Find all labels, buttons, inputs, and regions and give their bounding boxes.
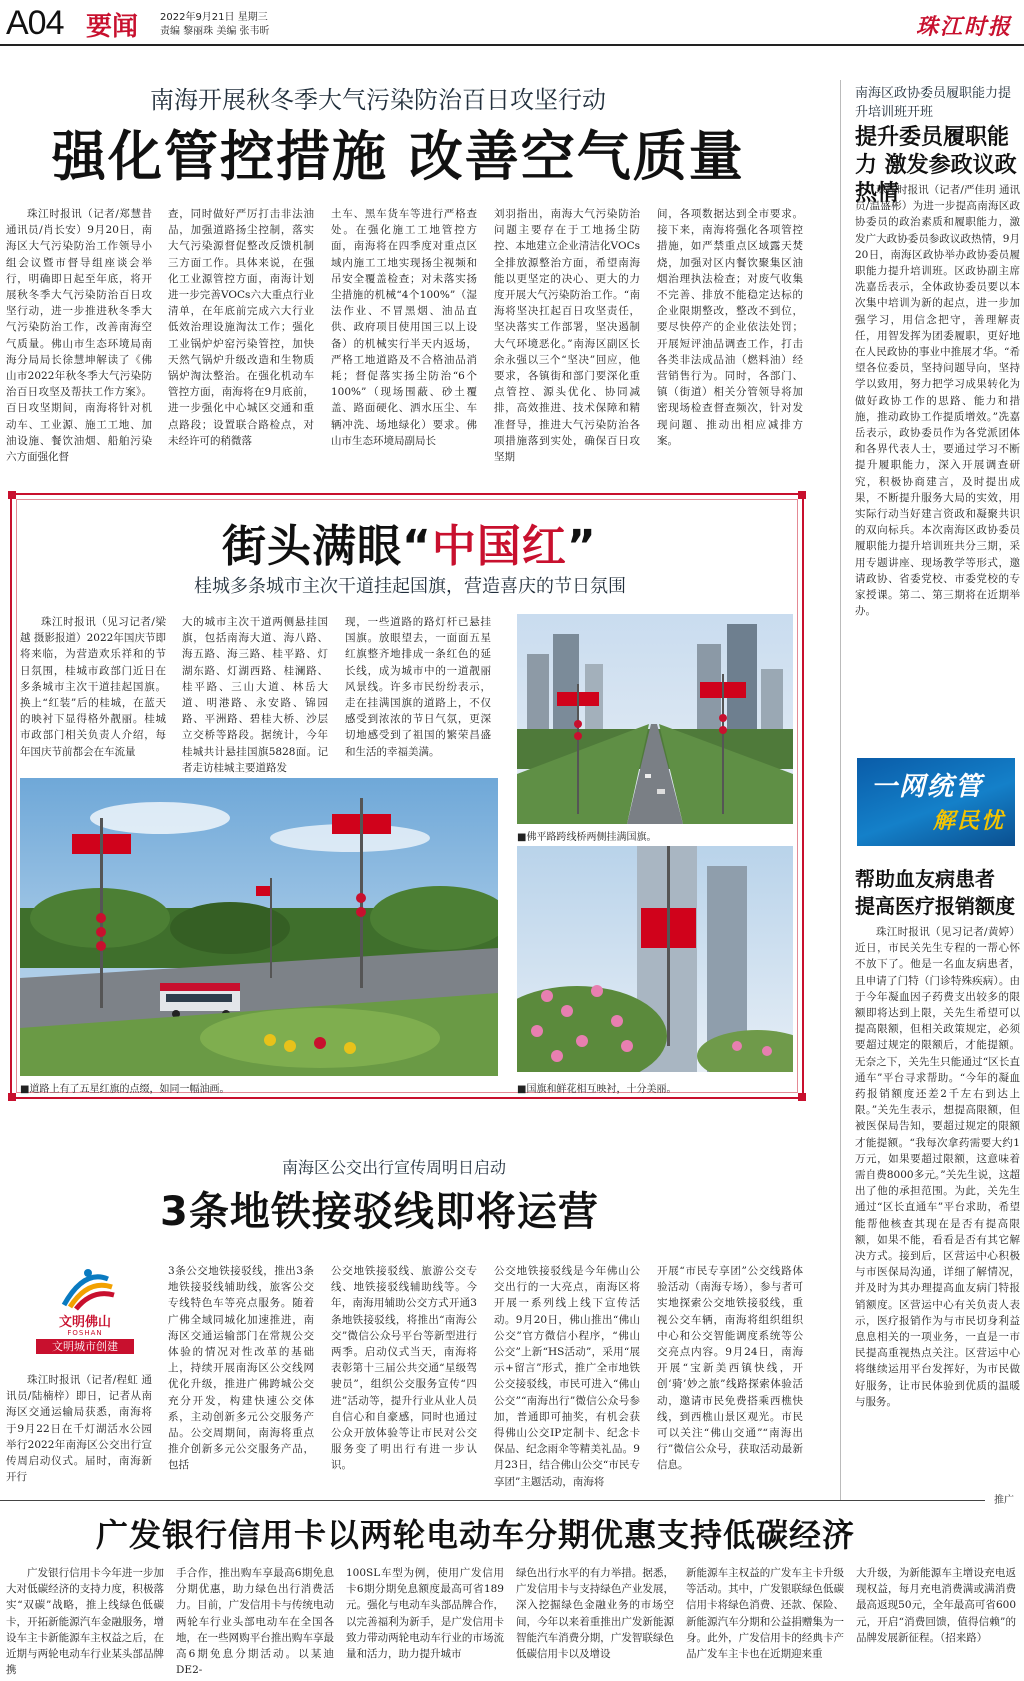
sidebar2-body: 珠江时报讯（见习记者/黄婷）近日，市民关先生专程的一帮心怀不放下了。他是一名血友病患者，且申请了门特（门诊特殊疾病）。由于今年凝血因子药费支出较多的限额即将达到上限，关先生希望可以提高限额，但相关政策规定，必须要超过规定的限额后，才能提额。无奈之下，关先生只能通过“区长直通车”平台寻求帮助。“今年的凝血药报销额度还差2千左右到达上限。”关先生表示，想提高限额，但被医保局告知，要超过规定的限额才能提额。“我每次拿药需要大约1万元，如果要超过限额，这意味着需自费8000多元。”关先生说，这超出了他的承担范围。为此，关先生通过“区长直通车”平台求助，希望能帮他核查其现在是否有提高限额，如果不能，看看是否有其它解决方式。接到后，区营运中心积极与市医保局沟通，详细了解情况，并及时为其办理提高血友病门特报销额度。区营运中心有关负责人表示，医疗报销作为与市民切身利益息息相关的一项业务，一直是一市民提高重视热点关注。区营运中心将继续运用平台发挥好，为市民做好服务，让市民体验到优质的温暖与服务。 — [855, 926, 1020, 1408]
ad-col-4: 绿色出行水平的有力举措。据悉，广发信用卡与支持绿色产业发展，深入挖掘绿色金融业务的市场空间，今年以来着重推出广发新能源智能汽车消费分期，广发智联绿色低碳信用卡以及增设 — [516, 1567, 674, 1661]
newspaper-logo: 珠江时报 — [915, 14, 1012, 40]
logo-band: 文明城市创建 — [36, 1339, 134, 1354]
metro-col-4: 开展“市民专享团”公交线路体验活动（南海专场），参与者可实地探索公交地铁接驳线，重视公交车辆，南海将组织组织中心和公交智能调度系统等公交亮点内容。9月24日，南海开展“宝新美西镇快线，开创‘骑’妙之旅”线路探索体验活动，邀请市民免费搭乘西樵快线，到西樵山景区观光。市民可以关注“佛山交通”“南海出行”微信公众号，获取活动最新信息。 — [657, 1265, 803, 1472]
ad-rule — [0, 1500, 985, 1501]
date-line: 2022年9月21日 星期三 — [160, 12, 268, 23]
metro-col-3: 公交地铁接驳线是今年佛山公交出行的一大亮点，南海区将开展一系列线上线下宣传活动。9月20日，佛山推出“佛山公交”官方微信小程序，“佛山公交”上新“HS活动”，采用“展示+留言”形式，推广全市地铁公交接驳线，市民可进入“佛山公交”“南海出行”微信公众号参加，普通即可抽奖，有机会获得佛山公交IP定制卡、纪念卡保品、纪念雨伞等精美礼品。9月23日，结合佛山公交“市民专享团”主题活动，南海将 — [494, 1265, 640, 1488]
wenming-foshan-logo — [24, 1265, 146, 1355]
lead-col-5: 间，各项数据达到全市要求。接下来，南海将强化各项管控措施，如严禁重点区域露天焚烧，加强对区内餐饮聚集区油烟治理执法检查；对废气收集不完善、排放不能稳定达标的企业限期整改，整改不到位，要尽快停产的企业依法处罚；开展短评油品调查工作，打击各类非法成品油（燃料油）经营销售行为。同时，各部门、镇（街道）相关分管领导将加密现场检查督查频次，针对发现问题、推动出相应减排方案。 — [657, 208, 803, 447]
photo-avenue — [517, 614, 793, 824]
feature-subtitle: 桂城多条城市主次干道挂起国旗，营造喜庆的节日氛围 — [194, 576, 626, 597]
caption-road: ■道路上有了五星红旗的点缀，如同一幅油画。 — [20, 1084, 230, 1095]
lead-col-3: 土车、黑车货车等进行严格查处。在强化施工工地管控方面，南海将在四季度对重点区域内施工工地实现扬尘视频和吊安全覆盖检查；对未落实扬尘措施的机械“4个100%”（湿法作业、不冒黑烟、油品直供、政府项目使用国三以上设备）的机械实行半天内返场，严格工地道路及不合格油品消耗；督促落实扬尘防治“6个100%”（现场围蔽、砂土覆盖、路面硬化、洒水压尘、车辆冲洗、场地绿化）要求。佛山市生态环境局副局长 — [331, 208, 477, 447]
banner-line-1: 一网统管 — [871, 772, 984, 802]
sidebar-divider — [840, 80, 841, 1500]
caption-flowers: ■国旗和鲜花相互映衬，十分美丽。 — [517, 1084, 677, 1095]
frame-corner — [798, 491, 806, 499]
photo-road — [20, 778, 498, 1076]
frame-corner — [8, 491, 16, 499]
logo-pinyin: FOSHAN — [67, 1329, 103, 1337]
metro-col-2: 公交地铁接驳线、旅游公交专线、地铁接驳线辅助线等。今年，南海用辅助公交方式开通3条地铁接驳线，将推出“南海公交”微信公众号平台等新型进行两季。启动仪式当天，南海将表彰第十三届公共交通“星级驾驶员”，组织公交服务宣传“四进”活动等，提升行业从业人员自信心和自豪感，同时也通过公众开放体验等让市民对公交服务变了明出行有进一步认识。 — [331, 1265, 477, 1472]
wenming-emblem-icon — [24, 1265, 146, 1313]
header-rule — [0, 44, 1024, 46]
sidebar-headline: 提升委员履职能力 激发参政议政热情 — [855, 125, 1017, 206]
page-number: A04 — [6, 4, 64, 42]
ad-col-6: 大升级，为新能源车主增设充电返现权益，每月充电消费满或满消费最高返现50元，全年最高可省600元，开启“消费回馈，值得信赖”的品牌发展新征程。（招来路） — [856, 1567, 1016, 1644]
sidebar-banner — [857, 758, 1015, 846]
section-title: 要闻 — [86, 12, 139, 42]
lead-col-1: 珠江时报讯（记者/郑慧昔 通讯员/肖长安）9月20日，南海区大气污染防治工作领导小组会议暨市督导组座谈会举行，明确即日起至年底，将开展秋冬季大气污染防治百日攻坚行动，进一步推进秋冬季大气污染防治工作，改善南海空气质量。佛山市生态环境局南海分局局长徐慧坤解读了《佛山市2022年秋冬季大气污染防治百日攻坚及帮扶工作方案》。百日攻坚期间，南海将针对机动车、工业源、施工工地、加油设施、餐饮油烟、船舶污染六方面强化督 — [6, 208, 152, 464]
feature-col-2: 大的城市主次干道两侧悬挂国旗，包括南海大道、海八路、海五路、海三路、桂平路、灯湖东路、灯湖西路、桂澜路、桂平路、三山大道、林岳大道、明港路、永安路、锦园路、平洲路、碧桂大桥、沙层立交桥等路段。据统计，今年桂城共计悬挂国旗5828面。记者走访桂城主要道路发 — [182, 616, 328, 774]
feature-headline-red: 中国红 — [431, 521, 567, 572]
ad-headline: 广发银行信用卡以两轮电动车分期优惠支持低碳经济 — [96, 1516, 856, 1554]
header-meta — [160, 11, 270, 39]
sidebar2-headline: 帮助血友病患者 提高医疗报销额度 — [855, 867, 1015, 918]
metro-intro: 珠江时报讯（记者/程虹 通讯员/陆楠梓）即日，记者从南海区交通运输局获悉，南海将于9月22日在千灯湖活水公园举行2022年南海区公交出行宣传周启动仪式。届时，南海新开行 — [6, 1374, 152, 1484]
ad-col-5: 新能源车主权益的广发车主卡升级等活动。其中，广发银联绿色低碳信用卡将绿色消费、还款、保险、新能源汽车分期和公益捐赠集为一身。此外，广发信用卡的经典卡产品广发车主卡也在近期迎来重 — [686, 1567, 844, 1661]
photo-flowers — [517, 846, 793, 1072]
ad-tag: 推广 — [994, 1495, 1014, 1506]
frame-corner — [8, 1093, 16, 1101]
editors-line: 责编 黎丽珠 美编 张韦昕 — [160, 26, 270, 37]
sidebar-body: 珠江时报讯（记者/严佳玥 通讯员/温盛彬）为进一步提高南海区政协委员的政治素质和履职能力，激发广大政协委员参政议政热情，9月20日，南海区政协举办政协委员履职能力提升培训班。区政协副主席冼嘉岳表示，全体政协委员要以本次集中培训为新的起点，进一步加强学习，用信念把守，善理解责任，用智发挥为团委履职，更好地在人民政协的事业中推展才华。“希望各位委员，坚持问题导向，坚持学以致用，努力把学习成果转化为做好政协工作的思路、能力和措施，推动政协工作提质增效。”冼嘉岳表示，政协委员作为各党派团体和各界代表人士，要通过学习不断提升履职能力，深入开展调查研究，积极协商建言，及时提出成果，不断提升服务大局的实效，用实际行动当好建言资政和凝聚共识的双向标兵。本次南海区政协委员履职能力提升培训班共分三期，采用专题讲座、现场教学等形式，邀请政协、省委党校、市委党校的专家授课。第二、第三期将在近期举办。 — [855, 184, 1020, 618]
feature-col-3: 现，一些道路的路灯杆已悬挂国旗。放眼望去，一面面五星红旗整齐地排成一条红色的延长线，成为城市中的一道靓丽风景线。许多市民纷纷表示，走在挂满国旗的道路上，不仅感受到浓浓的节日气氛，更深切地感受到了祖国的繁荣昌盛和生活的幸福美满。 — [345, 616, 491, 758]
banner-line-2: 解民忧 — [932, 808, 1005, 834]
feature-headline-post: ” — [566, 521, 597, 572]
lead-col-4: 刘羽指出，南海大气污染防治问题主要存在于工地扬尘防控、本地建立企业清洁化VOCs全排放源整治方面，希望南海能以更坚定的决心、更大的力度开展大气污染防治工作。“南海将坚决扛起百日攻坚责任，坚决落实工作部署，坚决遏制大气环境恶化。”南海区副区长余永强以三个“坚决”回应，他要求，各镇街和部门要深化重点管控、源头优化、协同减排，高效推进、技术保障和精准督导，推进大气污染防治各项措施落到实处，确保百日攻坚期 — [494, 208, 640, 464]
lead-headline: 强化管控措施 改善空气质量 — [52, 125, 745, 188]
logo-name: 文明佛山 — [58, 1315, 111, 1330]
frame-corner — [798, 1093, 806, 1101]
feature-headline — [222, 510, 597, 574]
metro-kicker: 南海区公交出行宣传周明日启动 — [282, 1158, 507, 1177]
caption-avenue: ■佛平路跨线桥两侧挂满国旗。 — [517, 832, 657, 843]
feature-col-1: 珠江时报讯（见习记者/梁越 摄影报道）2022年国庆节即将来临，为营造欢乐祥和的节日氛围，桂城市政部门近日在多条城市主次干道挂起国旗。换上“红装”后的桂城，在蓝天的映衬下显得格外靓丽。桂城市政部门相关负责人介绍，每年国庆节前都会在车流量 — [20, 616, 166, 758]
ad-col-2: 手合作，推出购车享最高6期免息分期优惠，助力绿色出行消费活力。目前，广发信用卡与传统电动两轮车行业头部电动车在全国各地，在一些网购平台推出购车享最高6期免息分期活动。以某迪DE2- — [176, 1567, 334, 1677]
metro-headline: 3条地铁接驳线即将运营 — [160, 1189, 599, 1235]
ad-col-3: 100SL车型为例，使用广发信用卡6期分期免息额度最高可省189元。强化与电动车头部品牌合作，以完善福利为新手，是广发信用卡致力带动两轮电动车行业的市场流量和活力，助力提升城市 — [346, 1567, 504, 1661]
lead-col-2: 查，同时做好严厉打击非法油品，加强道路扬尘控制，落实大气污染源督促整改反馈机制三方面工作。具体来说，在强化工业源管控方面，南海计划进一步完善VOCs六大重点行业清单，在年底前完成六大行业低效治理设施淘汰工作；强化工业锅炉炉窑污染管控，加快天然气锅炉升级改造和生物质锅炉淘汰整治。在强化机动车管控方面，南海将在9月底前，进一步强化中心城区交通和重点路段；设置联合路检点，对未经许可的稍微落 — [168, 208, 314, 447]
ad-col-1: 广发银行信用卡今年进一步加大对低碳经济的支持力度，积极落实“双碳”战略，推上线绿色低碳卡，开拓新能源汽车金融服务，增设车主卡新能源车主权益之后，在近期与两轮电动车行业某头部品牌携 — [6, 1567, 164, 1677]
sidebar-kicker: 南海区政协委员履职能力提升培训班开班 — [855, 86, 1012, 120]
feature-headline-pre: 街头满眼“ — [222, 521, 432, 572]
metro-col-1: 3条公交地铁接驳线，推出3条地铁接驳线辅助线，旅客公交专线特色车等亮点服务。随着广佛全域同城化加速推进，南海区交通运输部门在常规公交体验的情况对性改革的基础上，持续开展南海区公交线网优化升级，推进广佛跨城公交充分开发，构建快速公交体系，主动创新多元公交服务产品。公交周期间，南海将重点推介创新多元公交服务产品，包括 — [168, 1265, 314, 1472]
lead-kicker: 南海开展秋冬季大气污染防治百日攻坚行动 — [150, 86, 606, 114]
